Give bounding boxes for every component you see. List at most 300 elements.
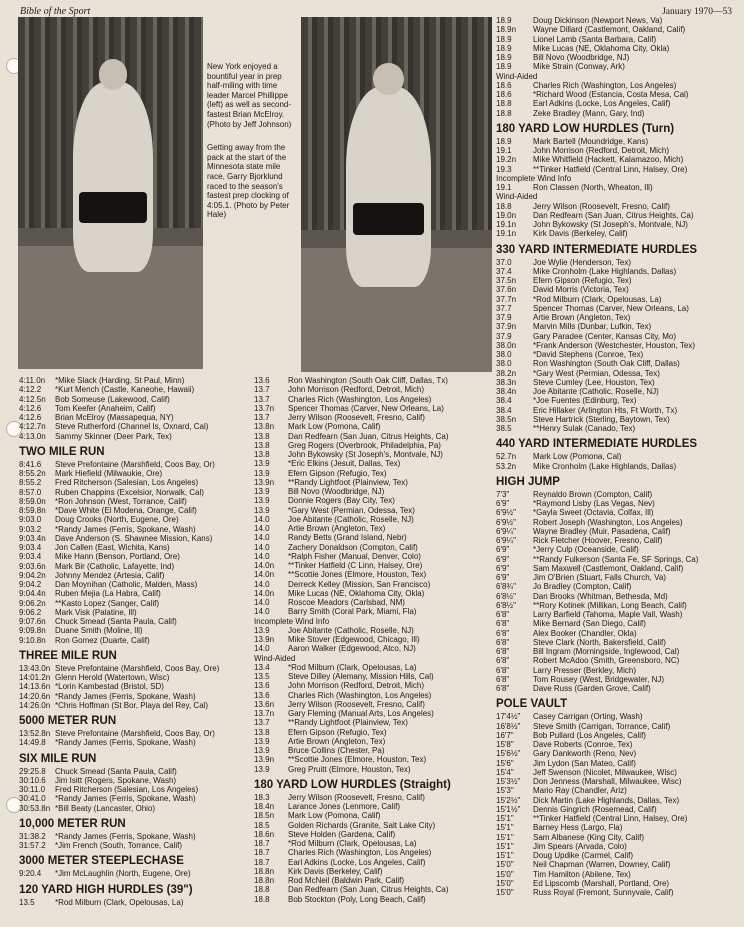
- result-row: [254, 385, 492, 394]
- result-mark: 18.7: [254, 848, 270, 858]
- result-row: [496, 137, 736, 146]
- athlete-name: *Richard Wood (Estancia, Costa Mesa, Cal): [533, 90, 689, 99]
- athlete-name: Dave Roberts (Conroe, Tex): [533, 740, 633, 749]
- athlete-name: Dick Martin (Lake Highlands, Dallas, Tex): [533, 795, 680, 805]
- result-row: [496, 350, 736, 359]
- result-row: [496, 211, 736, 220]
- result-mark: 4:13.0n: [19, 431, 46, 441]
- result-mark: 53.2n: [496, 461, 517, 471]
- result-row: [19, 832, 248, 841]
- result-row: [19, 794, 248, 803]
- athlete-name: Doug Updike (Carmel, Calif): [533, 851, 634, 860]
- athlete-name: Spencer Thomas (Carver, New Orleans, La): [533, 303, 689, 313]
- result-mark: 19.1n: [496, 220, 517, 229]
- athlete-name: *Chris Hoffman (St Bor, Playa del Rey, Cal): [55, 700, 209, 710]
- athlete-name: Efern Gipson (Refugio, Tex): [288, 468, 387, 478]
- athlete-name: Mike Lucas (NE, Oklahoma City, Okla): [533, 43, 670, 53]
- result-mark: 15'3": [496, 786, 514, 796]
- result-row: [19, 395, 248, 404]
- result-mark: 16'7": [496, 730, 514, 740]
- result-mark: 13.7n: [254, 709, 275, 718]
- result-row: [254, 441, 492, 450]
- athlete-name: Robert Joseph (Washington, Los Angeles): [533, 517, 683, 527]
- result-row: [496, 564, 736, 573]
- result-row: [254, 663, 492, 672]
- result-mark: 18.8n: [254, 876, 275, 885]
- result-row: [496, 53, 736, 62]
- athlete-name: Dan Redfearn (San Juan, Citrus Heights, Ca): [288, 885, 449, 895]
- result-mark: 13.4: [254, 662, 270, 672]
- result-mark: 6'8": [496, 610, 510, 619]
- result-row: [19, 497, 248, 506]
- result-row: [496, 536, 736, 545]
- athlete-name: Jim Lydon (San Mateo, Calif): [533, 758, 636, 768]
- result-mark: 19.1: [496, 146, 512, 155]
- result-mark: 15'0": [496, 888, 514, 897]
- result-mark: 4:11.0n: [19, 376, 46, 385]
- event-heading: 180 YARD LOW HURDLES (Straight): [254, 778, 451, 791]
- athlete-name: Larry Presser (Berkley, Mich): [533, 665, 636, 675]
- result-row: [254, 644, 492, 653]
- result-mark: 52.7n: [496, 452, 517, 462]
- result-row: [496, 870, 736, 879]
- athlete-name: Tim Hamilton (Abilene, Tex): [533, 869, 631, 879]
- result-row: [254, 570, 492, 579]
- result-mark: 13.8: [254, 450, 270, 459]
- athlete-name: Zeke Bradley (Mann, Gary, Ind): [533, 108, 645, 118]
- athlete-name: Tom Rousey (West, Bridgewater, NJ): [533, 674, 665, 684]
- event-heading: 10,000 METER RUN: [19, 817, 126, 830]
- result-mark: 13.7: [254, 394, 270, 404]
- result-mark: 15'6½": [496, 749, 521, 759]
- athlete-name: *David Stephens (Conroe, Tex): [533, 350, 644, 359]
- athlete-name: **Tinker Hatfield (Central Linn, Halsey, Ore): [533, 814, 688, 823]
- athlete-name: Mark Hiefield (Milwaukie, Ore): [55, 469, 163, 478]
- result-row: [496, 518, 736, 527]
- result-mark: 13.8: [254, 431, 270, 441]
- result-row: [496, 684, 736, 693]
- result-mark: 13.9n: [254, 635, 275, 644]
- result-row: [19, 898, 248, 907]
- result-mark: 31:38.2: [19, 831, 46, 841]
- result-mark: 18.8: [496, 99, 512, 109]
- result-row: [19, 692, 248, 701]
- athlete-name: *Rod Milburn (Clark, Opelousas, La): [288, 662, 417, 672]
- athlete-name: Bob Pullard (Los Angeles, Calif): [533, 730, 646, 740]
- result-row: [19, 376, 248, 385]
- result-row: [496, 647, 736, 656]
- result-mark: 13.9: [254, 505, 270, 515]
- result-row: [19, 385, 248, 394]
- athlete-name: Steve Cumley (Lee, Houston, Tex): [533, 377, 655, 387]
- athlete-name: Kirk Davis (Berkeley, Calif): [288, 866, 383, 876]
- result-row: [254, 839, 492, 848]
- result-row: [254, 830, 492, 839]
- result-row: [19, 432, 248, 441]
- athlete-name: Bill Novo (Woodbridge, NJ): [288, 487, 385, 496]
- result-mark: 6'9": [496, 499, 510, 508]
- result-row: [496, 860, 736, 869]
- athlete-name: Eric Hillaker (Arlington Hts, Ft Worth, Tx): [533, 405, 678, 415]
- result-row: [496, 823, 736, 832]
- result-mark: 15'1": [496, 851, 514, 860]
- athlete-name: *Frank Anderson (Westchester, Houston, Tex): [533, 340, 696, 350]
- result-row: [254, 737, 492, 746]
- athlete-name: *Rod Milburn (Clark, Opelousas, La): [55, 897, 184, 907]
- athlete-name: Greg Pruitt (Elmore, Houston, Tex): [288, 764, 411, 774]
- athlete-name: *Rod Milburn (Clark, Opelousas, La): [533, 294, 662, 304]
- result-mark: 18.8: [496, 108, 512, 118]
- result-mark: 4:12.5n: [19, 394, 46, 404]
- result-mark: 38.2n: [496, 368, 517, 378]
- result-row: [254, 895, 492, 904]
- result-row: [496, 805, 736, 814]
- result-mark: 38.4: [496, 396, 512, 406]
- athlete-name: Neil Chapman (Warren, Downey, Calif): [533, 860, 671, 870]
- result-mark: 6'8½": [496, 600, 516, 610]
- athlete-name: **Rory Kotinek (Millikan, Long Beach, Calif): [533, 600, 687, 610]
- athlete-name: Dan Brooks (Whitman, Bethesda, Md): [533, 591, 668, 601]
- athlete-name: Alex Booker (Chandler, Okla): [533, 628, 637, 638]
- athlete-name: Roscoe Meadors (Carlsbad, NM): [288, 598, 405, 607]
- result-row: [254, 858, 492, 867]
- result-mark: 6'8": [496, 647, 510, 656]
- athlete-name: Jeff Swenson (Nicolet, Milwaukee, Wisc): [533, 767, 677, 777]
- athlete-name: Steve Smith (Carrigan, Torrance, Calif): [533, 721, 671, 731]
- result-row: [254, 793, 492, 802]
- result-mark: 18.8: [254, 894, 270, 904]
- result-mark: 18.9: [496, 43, 512, 53]
- result-row: [19, 534, 248, 543]
- result-row: [19, 776, 248, 785]
- result-mark: 9:07.6n: [19, 617, 46, 626]
- result-mark: 6'8": [496, 619, 510, 629]
- athlete-name: *Lorin Kambestad (Bristol, SD): [55, 682, 164, 692]
- athlete-name: Ron Gomez (Duarte, Calif): [55, 635, 150, 645]
- result-mark: 9:04.2: [19, 580, 42, 589]
- result-row: [254, 469, 492, 478]
- result-row: [19, 626, 248, 635]
- athlete-name: Steve Dilley (Alemany, Mission Hills, Cal): [288, 672, 434, 681]
- athlete-name: Gary Fleming (Manual Arts, Los Angeles): [288, 709, 434, 718]
- result-mark: 14.0: [254, 514, 270, 524]
- result-row: [254, 765, 492, 774]
- result-row: [496, 220, 736, 229]
- result-row: [19, 589, 248, 598]
- athlete-name: Marvin Mills (Dunbar, Lufkin, Tex): [533, 322, 652, 332]
- athlete-name: Chuck Smead (Santa Paula, Calif): [55, 617, 177, 626]
- event-heading: SIX MILE RUN: [19, 752, 97, 765]
- result-row: [254, 709, 492, 718]
- result-row: [254, 395, 492, 404]
- result-row: [496, 675, 736, 684]
- photo-captions: [207, 62, 297, 234]
- result-mark: 6'9": [496, 573, 510, 582]
- result-row: [496, 814, 736, 823]
- athlete-name: Russ Royal (Fremont, Sunnyvale, Calif): [533, 888, 674, 897]
- result-row: [254, 422, 492, 431]
- result-row: [254, 524, 492, 533]
- result-mark: 9:10.8n: [19, 635, 46, 645]
- result-row: [19, 767, 248, 776]
- athlete-name: Steve Hartrick (Sterling, Baytown, Tex): [533, 414, 670, 424]
- athlete-name: Charles Rich (Washington, Los Angeles): [288, 394, 432, 404]
- result-mark: 18.5n: [254, 811, 275, 821]
- athlete-name: Mike Cronholm (Lake Highlands, Dallas): [533, 266, 677, 276]
- result-mark: 19.1: [496, 183, 512, 192]
- athlete-name: Kirk Davis (Berkeley, Calif): [533, 229, 628, 239]
- result-row: [19, 543, 248, 552]
- result-row: [496, 369, 736, 378]
- result-row: [496, 888, 736, 897]
- result-mark: 18.6: [496, 80, 512, 90]
- result-row: [496, 276, 736, 285]
- result-mark: 13.7: [254, 718, 270, 728]
- result-mark: 37.6n: [496, 285, 517, 295]
- athlete-name: John Bykowsky (St Joseph's, Montvale, NJ): [533, 220, 688, 229]
- athlete-name: *Randy James (Ferris, Spokane, Wash): [55, 691, 196, 701]
- result-row: [496, 165, 736, 174]
- result-mark: 13.7n: [254, 403, 275, 413]
- result-row: [254, 404, 492, 413]
- results-column-2: [254, 376, 492, 904]
- result-mark: 9:06.2n: [19, 598, 46, 608]
- athlete-name: Sam Albanese (King City, Calif): [533, 832, 645, 842]
- result-mark: 13.9: [254, 746, 270, 755]
- result-row: [496, 619, 736, 628]
- result-row: [254, 580, 492, 589]
- result-mark: 15'8": [496, 740, 514, 749]
- athlete-name: John Bykowsky (St Joseph's, Montvale, NJ): [288, 450, 443, 459]
- athlete-name: Dave Anderson (S. Shawnee Mission, Kans): [55, 533, 213, 543]
- athlete-name: Bill Novo (Woodbridge, NJ): [533, 53, 630, 62]
- result-mark: 15'0": [496, 878, 514, 888]
- result-mark: 6'9½": [496, 508, 516, 518]
- result-mark: 14:26.0n: [19, 700, 51, 710]
- result-mark: 9:03.4: [19, 552, 42, 562]
- athlete-name: Bob Someuse (Lakewood, Calif): [55, 394, 170, 404]
- result-mark: 14.0: [254, 533, 270, 543]
- result-mark: 6'8": [496, 628, 510, 638]
- result-row: [496, 415, 736, 424]
- result-mark: 4:12.6: [19, 413, 42, 422]
- result-mark: 38.3n: [496, 377, 517, 387]
- athlete-name: Steve Prefontaine (Marshfield, Coos Bay, Or): [55, 729, 215, 738]
- result-row: [496, 629, 736, 638]
- result-mark: 4:12.2: [19, 385, 42, 395]
- result-mark: 13.9n: [254, 755, 275, 765]
- athlete-name: Randy Betts (Grand Island, Nebr): [288, 533, 407, 543]
- result-mark: 15'1": [496, 841, 514, 851]
- result-mark: 18.5: [254, 820, 270, 830]
- result-mark: 18.9: [496, 34, 512, 44]
- result-row: [496, 601, 736, 610]
- athlete-name: Gary Dankworth (Reno, Nev): [533, 749, 637, 759]
- result-mark: 38.0: [496, 350, 512, 359]
- result-row: [496, 749, 736, 758]
- caption-halfmile: New York enjoyed a bountiful year in prep half-miling with time leader Marcel Phillippe (left) as well as second-fastest Brian McElroy. (Photo by Jeff Johnson): [207, 62, 292, 129]
- result-row: [19, 460, 248, 469]
- result-row: [19, 552, 248, 561]
- result-mark: 15'0": [496, 860, 514, 870]
- result-mark: 15'1": [496, 814, 514, 823]
- result-row: [496, 183, 736, 192]
- event-heading: HIGH JUMP: [496, 475, 560, 488]
- result-row: [496, 44, 736, 53]
- result-mark: 7'3": [496, 489, 510, 499]
- result-mark: 6'8": [496, 674, 510, 684]
- result-row: [496, 424, 736, 433]
- running-header-title: Bible of the Sport: [20, 6, 91, 17]
- athlete-name: Joe Abitante (Catholic, Roselle, NJ): [288, 514, 414, 524]
- athlete-name: *Rod Milburn (Clark, Opelousas, La): [288, 839, 417, 848]
- result-row: [254, 802, 492, 811]
- result-mark: 13.5: [254, 672, 270, 681]
- result-mark: 13.6: [254, 690, 270, 700]
- athlete-name: Jim Spears (Arvada, Colo): [533, 841, 627, 851]
- result-mark: 30:10.6: [19, 775, 46, 785]
- athlete-name: Reynaldo Brown (Compton, Calif): [533, 489, 653, 499]
- result-mark: 4:12.7n: [19, 422, 46, 432]
- result-mark: 37.7: [496, 303, 512, 313]
- event-heading: 5000 METER RUN: [19, 715, 117, 727]
- result-mark: 13.7: [254, 385, 270, 395]
- result-row: [19, 580, 248, 589]
- athlete-name: Lionel Lamb (Santa Barbara, Calif): [533, 34, 657, 44]
- result-mark: 18.7: [254, 857, 270, 867]
- event-heading: 180 YARD LOW HURDLES (Turn): [496, 122, 675, 135]
- result-row: [496, 768, 736, 777]
- result-mark: 30:11.0: [19, 785, 46, 794]
- athlete-name: Jerry Wilson (Roosevelt, Fresno, Calif): [533, 201, 670, 211]
- event-heading: 3000 METER STEEPLECHASE: [19, 855, 184, 868]
- result-row: [496, 759, 736, 768]
- athlete-name: Earl Adkins (Locke, Los Angeles, Calif): [533, 99, 671, 109]
- result-row: [19, 469, 248, 478]
- result-mark: 8:59.8n: [19, 506, 46, 515]
- result-mark: 9:09.8n: [19, 626, 46, 636]
- result-row: [496, 490, 736, 499]
- result-mark: 13.6: [254, 376, 270, 385]
- event-heading: 120 YARD HIGH HURDLES (39"): [19, 883, 193, 896]
- result-row: [496, 545, 736, 554]
- result-row: [496, 508, 736, 517]
- result-row: [496, 406, 736, 415]
- result-mark: 14.0: [254, 598, 270, 607]
- result-row: [496, 740, 736, 749]
- athlete-name: Dennis Gingrich (Rosemead, Calif): [533, 804, 657, 814]
- result-mark: 18.8n: [254, 866, 275, 876]
- result-row: [254, 413, 492, 422]
- result-row: [19, 413, 248, 422]
- athlete-name: John Morrison (Redford, Detroit, Mich): [288, 385, 425, 395]
- result-mark: 6'8½": [496, 591, 516, 601]
- athlete-name: Chuck Smead (Santa Paula, Calif): [55, 766, 177, 776]
- result-row: [496, 322, 736, 331]
- result-row: [254, 478, 492, 487]
- result-mark: 13.9: [254, 736, 270, 746]
- athlete-name: *Mike Slack (Harding, St Paul, Minn): [55, 376, 185, 385]
- athlete-name: Mike Lucas (NE, Oklahoma City, Okla): [288, 588, 425, 598]
- event-heading: 440 YARD INTERMEDIATE HURDLES: [496, 438, 698, 451]
- result-mark: 18.9: [496, 16, 512, 25]
- result-mark: 13.9: [254, 764, 270, 774]
- athlete-name: Ron Washington (South Oak Cliff, Dallas): [533, 359, 680, 369]
- result-mark: 38.0: [496, 359, 512, 369]
- result-mark: 6'8¾": [496, 582, 516, 592]
- athlete-name: **Randy Lightfoot (Plainview, Tex): [288, 477, 408, 487]
- athlete-name: Aaron Walker (Edgewood, Atco, NJ): [288, 644, 416, 654]
- result-mark: 15'1": [496, 832, 514, 842]
- athlete-name: Robert McAdoo (Smith, Greensboro, NC): [533, 656, 680, 666]
- athlete-name: Sam Maxwell (Castlemont, Oakland, Calif): [533, 563, 684, 573]
- athlete-name: Mark Bir (Catholic, Lafayette, Ind): [55, 561, 175, 571]
- result-row: [19, 608, 248, 617]
- result-mark: 14.0: [254, 644, 270, 654]
- result-row: [496, 656, 736, 665]
- result-mark: 18.8: [254, 885, 270, 895]
- result-row: [19, 562, 248, 571]
- athlete-name: Mike Strain (Conway, Ark): [533, 62, 625, 72]
- result-row: [496, 499, 736, 508]
- result-row: [254, 691, 492, 700]
- athlete-name: *Joe Fuentes (Edinburg, Tex): [533, 396, 637, 406]
- athlete-name: *Ralph Fisher (Manual, Denver, Colo): [288, 551, 421, 561]
- athlete-name: *Kurt Mench (Castle, Kaneohe, Hawaii): [55, 385, 195, 395]
- result-mark: 14.0: [254, 551, 270, 561]
- result-mark: 18.8: [496, 201, 512, 211]
- athlete-name: *Randy James (Ferris, Spokane, Wash): [55, 794, 196, 804]
- result-row: [496, 786, 736, 795]
- result-mark: 19.0n: [496, 210, 517, 220]
- result-mark: 19.1n: [496, 229, 517, 239]
- result-mark: 37.9n: [496, 322, 517, 332]
- result-mark: 18.4n: [254, 802, 275, 811]
- result-row: [254, 607, 492, 616]
- result-mark: 6'8": [496, 656, 510, 666]
- wind-subheading: Incomplete Wind Info: [496, 173, 572, 183]
- result-row: [254, 848, 492, 857]
- result-row: [254, 376, 492, 385]
- result-mark: 6'9¼": [496, 526, 516, 536]
- result-row: [19, 422, 248, 431]
- result-row: [496, 638, 736, 647]
- result-mark: 9:03.4n: [19, 533, 46, 543]
- result-mark: 14.0: [254, 524, 270, 533]
- athlete-name: Bob Stockton (Poly, Long Beach, Calif): [288, 894, 426, 904]
- athlete-name: Charles Rich (Washington, Los Angeles): [288, 848, 432, 858]
- result-row: [496, 879, 736, 888]
- athlete-name: Mark Visk (Palatine, Ill): [55, 607, 137, 617]
- result-mark: 14:01.2n: [19, 673, 51, 682]
- result-mark: 18.9: [496, 136, 512, 146]
- result-row: [19, 525, 248, 534]
- result-mark: 9:03.2: [19, 524, 42, 534]
- athlete-name: Jerry Wilson (Roosevelt, Fresno, Calif): [288, 699, 425, 709]
- result-mark: 37.7n: [496, 294, 517, 304]
- photo-right-runner: [301, 17, 492, 372]
- result-mark: 14.0: [254, 607, 270, 617]
- result-mark: 18.9: [496, 53, 512, 62]
- athlete-name: Artie Brown (Angleton, Tex): [533, 313, 631, 322]
- athlete-name: **Randy Fulkerson (Santa Fe, SF Springs, Ca): [533, 554, 699, 564]
- photo-left-runner: [18, 17, 203, 369]
- result-row: [254, 561, 492, 570]
- result-mark: 15'6": [496, 758, 514, 768]
- athlete-name: Doug Dickinson (Newport News, Va): [533, 16, 663, 25]
- result-mark: 30:41.0: [19, 794, 46, 804]
- result-row: [19, 869, 248, 878]
